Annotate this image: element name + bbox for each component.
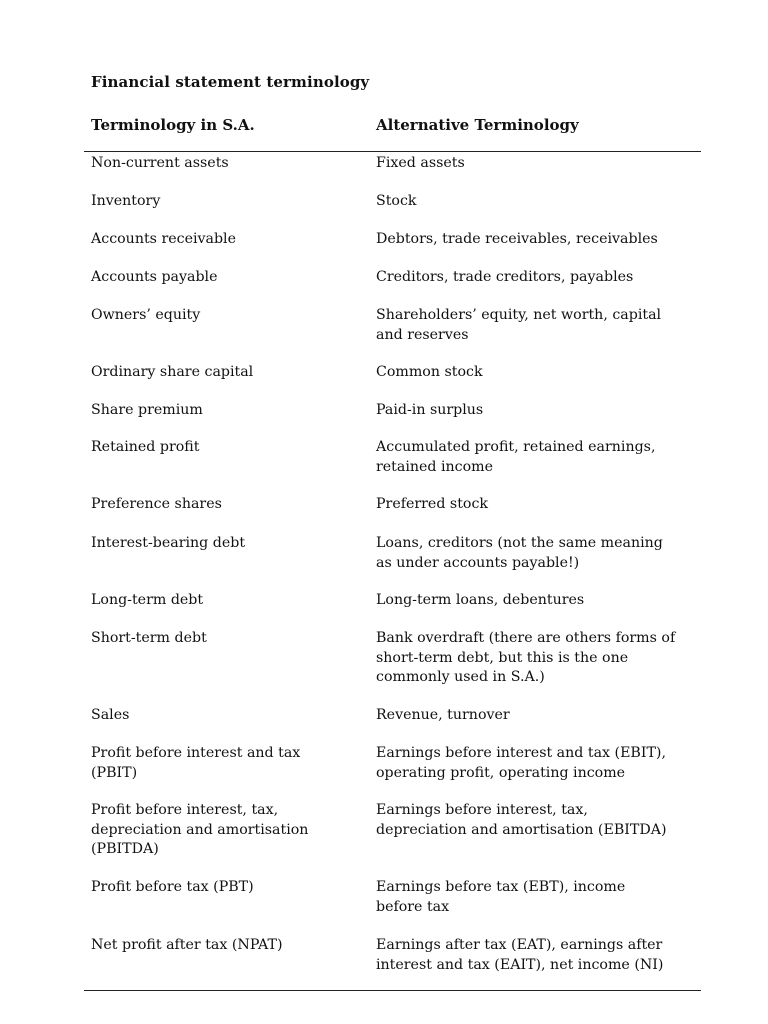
term-cell: Non-current assets [91,155,229,171]
alternative-cell: Stock [376,193,417,209]
alternative-cell: Preferred stock [376,496,488,512]
alternative-cell: Earnings before interest and tax (EBIT), operating profit, operating income [376,745,666,781]
column-header-sa-terminology: Terminology in S.A. [91,116,255,134]
alternative-cell: Bank overdraft (there are others forms of short-term debt, but this is the one commonly used in S.A.) [376,630,676,686]
term-cell: Sales [91,707,130,723]
alternative-cell: Loans, creditors (not the same meaning as under accounts payable!) [376,535,663,571]
term-cell: Profit before interest and tax (PBIT) [91,745,301,781]
document-title: Financial statement terminology [91,73,370,91]
term-cell: Ordinary share capital [91,364,254,380]
term-cell: Profit before interest, tax, depreciation and amortisation (PBITDA) [91,802,309,858]
alternative-cell: Revenue, turnover [376,707,510,723]
alternative-cell: Common stock [376,364,483,380]
alternative-cell: Earnings after tax (EAT), earnings after interest and tax (EAIT), net income (NI) [376,937,664,973]
term-cell: Retained profit [91,439,200,455]
term-cell: Share premium [91,402,203,418]
alternative-cell: Accumulated profit, retained earnings, retained income [376,439,656,475]
alternative-cell: Fixed assets [376,155,465,171]
term-cell: Accounts payable [91,269,218,285]
alternative-cell: Debtors, trade receivables, receivables [376,231,658,247]
alternative-cell: Paid-in surplus [376,402,484,418]
term-cell: Short-term debt [91,630,207,646]
alternative-cell: Creditors, trade creditors, payables [376,269,634,285]
header-divider [84,151,701,152]
term-cell: Accounts receivable [91,231,236,247]
term-cell: Net profit after tax (NPAT) [91,937,283,953]
term-cell: Long-term debt [91,592,204,608]
table-bottom-divider [84,990,701,991]
alternative-cell: Shareholders’ equity, net worth, capital and reserves [376,307,662,343]
alternative-cell: Earnings before interest, tax, depreciation and amortisation (EBITDA) [376,802,667,838]
term-cell: Profit before tax (PBT) [91,879,254,895]
term-cell: Interest-bearing debt [91,535,246,551]
term-cell: Inventory [91,193,161,209]
alternative-cell: Earnings before tax (EBT), income before tax [376,879,626,915]
alternative-cell: Long-term loans, debentures [376,592,585,608]
column-header-alternative-terminology: Alternative Terminology [376,116,579,134]
term-cell: Owners’ equity [91,307,201,323]
term-cell: Preference shares [91,496,222,512]
